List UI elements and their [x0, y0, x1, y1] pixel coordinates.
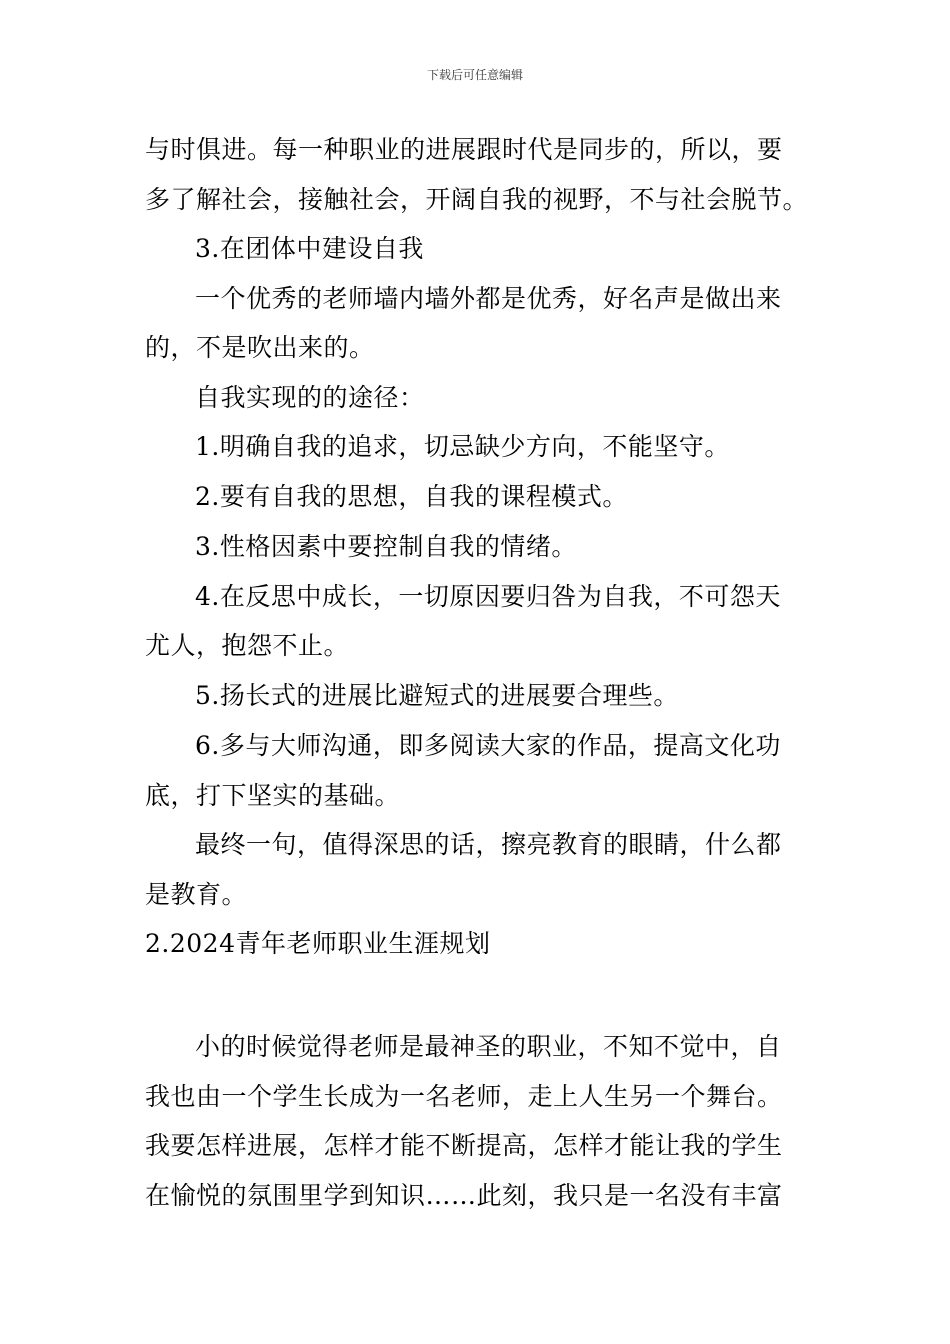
list-item-continuation: 尤人，抱怨不止。 — [145, 631, 350, 660]
paragraph-line: 自我实现的的途径： — [195, 383, 425, 412]
list-item: 4.在反思中成长，一切原因要归咎为自我，不可怨天 — [195, 582, 781, 611]
list-item-continuation: 底，打下坚实的基础。 — [145, 781, 401, 810]
paragraph-line: 在愉悦的氛围里学到知识……此刻，我只是一名没有丰富 — [145, 1181, 783, 1210]
paragraph-line: 一个优秀的老师墙内墙外都是优秀，好名声是做出来 — [195, 284, 782, 313]
paragraph-line: 的，不是吹出来的。 — [145, 333, 375, 362]
section-heading: 3.在团体中建设自我 — [195, 234, 424, 263]
paragraph-line: 与时俱进。每一种职业的进展跟时代是同步的，所以，要 — [145, 135, 783, 164]
paragraph-line: 多了解社会，接触社会，开阔自我的视野，不与社会脱节。 — [145, 185, 809, 214]
paragraph-line: 是教育。 — [145, 880, 248, 909]
list-item: 5.扬长式的进展比避短式的进展要合理些。 — [195, 681, 679, 710]
list-item: 2.要有自我的思想，自我的课程模式。 — [195, 482, 628, 511]
paragraph-line: 小的时候觉得老师是最神圣的职业，不知不觉中，自 — [195, 1032, 782, 1061]
list-item: 3.性格因素中要控制自我的情绪。 — [195, 532, 577, 561]
list-item: 1.明确自我的追求，切忌缺少方向，不能坚守。 — [195, 432, 730, 461]
paragraph-line: 我也由一个学生长成为一名老师，走上人生另一个舞台。 — [145, 1082, 783, 1111]
page-header: 下载后可任意编辑 — [426, 68, 523, 82]
article-title: 2.2024青年老师职业生涯规划 — [145, 929, 491, 958]
list-item: 6.多与大师沟通，即多阅读大家的作品，提高文化功 — [195, 731, 781, 760]
paragraph-line: 我要怎样进展，怎样才能不断提高，怎样才能让我的学生 — [145, 1131, 783, 1160]
paragraph-line: 最终一句，值得深思的话，擦亮教育的眼睛，什么都 — [195, 830, 782, 859]
